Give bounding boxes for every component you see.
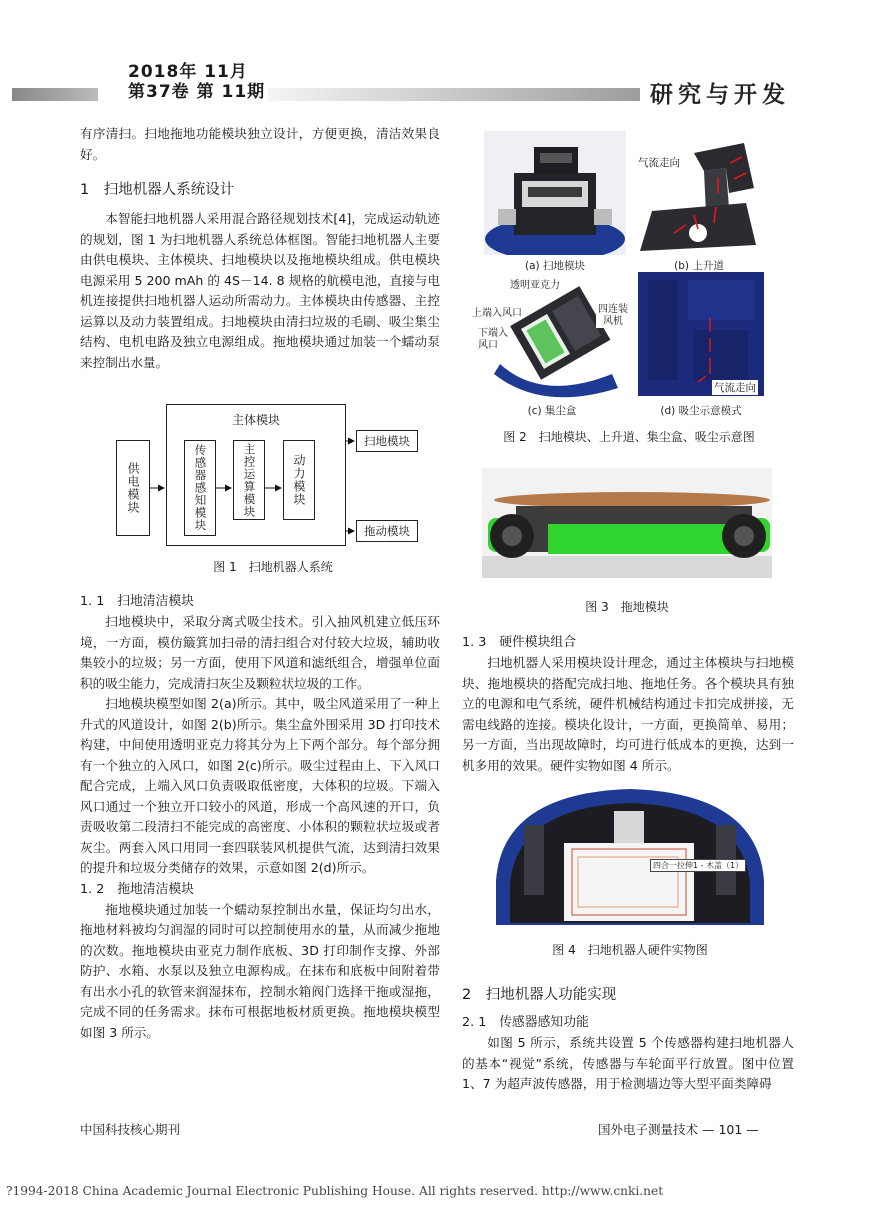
figure-4-part-label: 四合一拉伸1 - 木盖（1） xyxy=(650,859,746,872)
section-1-heading: 1 扫地机器人系统设计 xyxy=(80,182,235,198)
issue-year-month: 2018年 11月 xyxy=(128,62,248,82)
figure-2c-image xyxy=(472,274,632,398)
figure-2c-label: (c) 集尘盒 xyxy=(527,405,577,417)
section-2-1-heading: 2. 1 传感器感知功能 xyxy=(462,1015,589,1030)
section-1-2-heading: 1. 2 拖地清洁模块 xyxy=(80,881,194,897)
issue-info xyxy=(128,62,265,102)
acrylic-label: 透明亚克力 xyxy=(510,276,560,291)
section-1-paragraph: 本智能扫地机器人采用混合路径规划技术[4]，完成运动轨迹的规划，图 1 为扫地机器人系统总体框图。智能扫地机器人主要由供电模块、主体模块、扫地模块以及拖地模块组成。供电模块电源采用 5 200 mAh 的 4S－14. 8 规格的航模电池，直接与电机连接提供扫地机器人运动所需动力。主体模块由传感器、主控运算以及动力装置组成。扫地模块由清扫垃圾的毛刷、吸尘集尘结构、电机电路及独立电源组成。拖地模块通过加装一个蠕动泵来控制出水量。 xyxy=(80,211,440,370)
figure-2-caption: 图 2 扫地模块、上升道、集尘盒、吸尘示意图 xyxy=(503,430,755,444)
section-2-1-paragraph: 如图 5 所示，系统共设置 5 个传感器构建扫地机器人的基本“视觉”系统，传感器与车轮面平行放置。图中位置 1、7 为超声波传感器，用于检测墙边等大型平面类障碍 xyxy=(462,1035,794,1091)
sensor-module-label: 传感器感知模块 xyxy=(193,444,208,532)
suction-mode-render xyxy=(638,272,764,396)
figure-2a-image xyxy=(484,131,626,255)
figure-3-caption: 图 3 拖地模块 xyxy=(585,600,669,614)
ascending-duct-render xyxy=(634,133,764,255)
lower-inlet-label: 下端入风口 xyxy=(478,328,508,351)
figure-3-image xyxy=(482,468,772,578)
figure-1-caption: 图 1 扫地机器人系统 xyxy=(213,560,333,574)
figure-2d-label: (d) 吸尘示意模式 xyxy=(660,405,742,417)
section-1-1-paragraph-2: 扫地模块模型如图 2(a)所示。其中，吸尘风道采用了一种上升式的风道设计，如图 2(b)所示。集尘盒外围采用 3D 打印技术构建，中间使用透明亚克力将其分为上下两个部分。每个部分拥有一个独立的入风口，如图 2(c)所示。吸尘过程由上、下入风口配合完成，上端入风口负责吸取低密度，大体积的垃圾。下端入风口通过一个独立开口较小的风道，形成一个高风速的开口，负责吸收第二段清扫不能完成的高密度、小体积的颗粒状垃圾或者灰尘。两套入风口用同一套四联装风机提供气流，达到清扫效果的提升和垃圾分类储存的效果，示意如图 2(d)所示。 xyxy=(80,696,440,875)
right-column-bottom xyxy=(462,984,794,1095)
main-module-label: 主体模块 xyxy=(231,413,280,427)
power-module-label: 供电模块 xyxy=(126,462,140,514)
header-bar-left xyxy=(12,88,98,101)
sweep-module-render xyxy=(484,131,626,255)
footer-page: 国外电子测量技术 — 101 — xyxy=(598,1122,759,1137)
mop-module-photo xyxy=(482,468,772,578)
mop-module-label: 拖动模块 xyxy=(364,524,410,538)
fan-label: 四连装风机 xyxy=(598,304,628,327)
header-bar-middle xyxy=(268,88,640,101)
upper-inlet-label: 上端入风口 xyxy=(472,304,522,319)
drive-module-label: 动力模块 xyxy=(292,454,306,506)
figure-2d-image xyxy=(638,272,764,396)
section-1-2-paragraph: 拖地模块通过加装一个蠕动泵控制出水量，保证均匀出水，拖地材料被均匀润湿的同时可以控制使用水的量，从而减少拖地的次数。拖地模块由亚克力制作底板、3D 打印制作支撑、外部防护、水箱、水泵以及独立电源构成。在抹布和底板中间附着带有出水小孔的软管来润湿抹布，控制水箱阀门选择干拖或湿拖，完成不同的任务需求。抹布可根据地板材质更换。拖地模块模型如图 3 所示。 xyxy=(80,901,440,1040)
figure-2b-image xyxy=(634,133,764,255)
intro-paragraph: 有序清扫。扫地拖地功能模块独立设计，方便更换，清洁效果良好。 xyxy=(80,126,440,162)
control-module-label: 主控运算模块 xyxy=(242,442,257,518)
figure-2a-label: (a) 扫地模块 xyxy=(525,260,585,272)
left-column-bottom xyxy=(80,591,440,1043)
footer-journal: 中国科技核心期刊 xyxy=(80,1122,181,1137)
figure-4-caption: 图 4 扫地机器人硬件实物图 xyxy=(552,943,708,957)
figure-1-arrows xyxy=(112,404,434,550)
right-column-middle xyxy=(462,632,794,776)
airflow-label-b: 气流走向 xyxy=(638,157,680,169)
section-1-1-paragraph-1: 扫地模块中，采取分离式吸尘技术。引入抽风机建立低压环境，一方面，模仿簸箕加扫帚的清扫组合对付较大垃圾，辅助收集较小的垃圾；另一方面，使用下风道和滤纸组合，增强单位面积的吸尘能力，完成清扫灰尘及颗粒状垃圾的工作。 xyxy=(80,614,440,691)
figure-1-diagram xyxy=(112,404,434,550)
section-1-3-paragraph: 扫地机器人采用模块设计理念，通过主体模块与扫地模块、拖地模块的搭配完成扫地、拖地任务。各个模块具有独立的电源和电气系统，硬件机械结构通过卡扣完成拼接，无需电线路的连接。模块化设计，一方面，更换简单、易用；另一方面，当出现故障时，均可进行低成本的更换，达到一机多用的效果。硬件实物如图 4 所示。 xyxy=(462,655,794,773)
issue-volume: 第37卷 第 11期 xyxy=(128,82,266,102)
column-name: 研究与开发 xyxy=(650,82,790,108)
figure-2b-label: (b) 上升道 xyxy=(674,260,724,272)
section-2-heading: 2 扫地机器人功能实现 xyxy=(462,987,617,1003)
left-column-top xyxy=(80,124,440,373)
hardware-photo xyxy=(494,785,766,931)
airflow-label-d: 气流走向 xyxy=(714,382,756,394)
section-1-1-heading: 1. 1 扫地清洁模块 xyxy=(80,594,194,609)
copyright-line: ?1994-2018 China Academic Journal Electronic Publishing House. All rights reserved. http://www.cnki.net xyxy=(6,1184,664,1198)
figure-4-image xyxy=(494,785,766,931)
sweep-module-label: 扫地模块 xyxy=(364,434,410,448)
section-1-3-heading: 1. 3 硬件模块组合 xyxy=(462,635,576,650)
